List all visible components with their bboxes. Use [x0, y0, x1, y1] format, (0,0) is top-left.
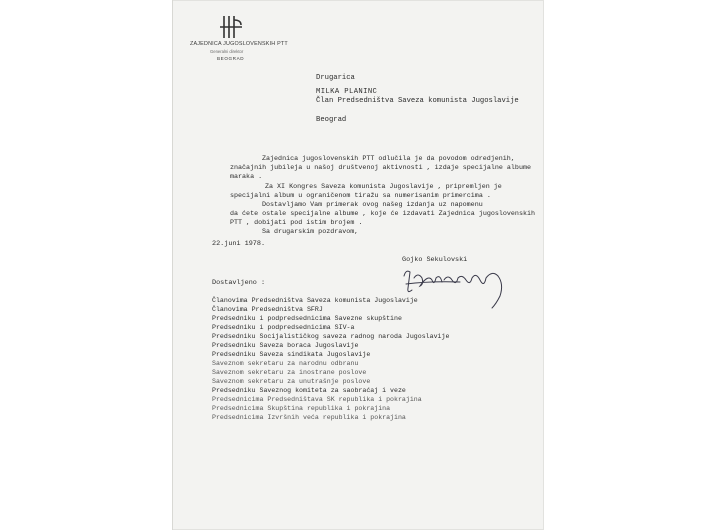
distribution-item: Saveznom sekretaru za narodnu odbranu: [212, 360, 359, 367]
distribution-item: Predsedniku Saveza boraca Jugoslavije: [212, 342, 359, 349]
distribution-label: Dostavljeno :: [212, 279, 266, 287]
distribution-item: Predsedniku Saveza sindikata Jugoslavije: [212, 351, 371, 358]
body-line: Dostavljamo Vam primerak ovog našeg izdanja uz napomenu: [262, 201, 483, 209]
page-edge: [172, 0, 173, 530]
body-line: značajnih jubileja u našoj društvenoj aktivnosti , izdaje specijalne albume: [230, 164, 531, 172]
body-line: maraka .: [230, 173, 263, 181]
distribution-item: Predsednicima Skupština republika i pokrajina: [212, 405, 391, 412]
org-subtitle: Generalni direktor: [210, 49, 244, 54]
distribution-item: Predsedniku Saveznog komiteta za saobraćaj i veze: [212, 387, 406, 394]
letter-date: 22.juni 1978.: [212, 240, 266, 248]
body-line: Sa drugarskim pozdravom,: [262, 228, 359, 236]
body-line: da ćete ostale specijalne albume , koje će izdavati Zajednica jugoslovenskih: [230, 210, 535, 218]
recipient-city: Beograd: [316, 116, 347, 124]
distribution-item: Saveznom sekretaru za inostrane poslove: [212, 369, 367, 376]
org-city: BEOGRAD: [217, 56, 245, 61]
letter-page: [172, 0, 544, 530]
distribution-item: Predsednicima Izvršnih veća republika i pokrajina: [212, 414, 406, 421]
ptt-logo-icon: [218, 14, 244, 40]
signatory-name: Gojko Sekulovski: [402, 256, 468, 264]
recipient-greeting: Drugarica: [316, 74, 355, 82]
distribution-item: Članovima Predsedništva Saveza komunista Jugoslavije: [212, 297, 418, 304]
body-line: specijalni album u ograničenom tiražu sa numerisanim primercima .: [230, 192, 491, 200]
recipient-name: MILKA PLANINC: [316, 88, 378, 96]
distribution-item: Predsedniku i podpredsednicima Savezne skupštine: [212, 315, 402, 322]
distribution-item: Saveznom sekretaru za unutrašnje poslove: [212, 378, 371, 385]
org-name: ZAJEDNICA JUGOSLOVENSKIH PTT: [190, 41, 288, 47]
body-line: Za XI Kongres Saveza komunista Jugoslavije , pripremljen je: [265, 183, 502, 191]
recipient-title: Član Predsedništva Saveza komunista Jugoslavije: [316, 97, 519, 105]
body-line: PTT , dobijati pod istim brojem .: [230, 219, 363, 227]
distribution-item: Predsedniku i podpredsednicima SIV-a: [212, 324, 355, 331]
distribution-item: Predsedniku Socijalističkog saveza radnog naroda Jugoslavije: [212, 333, 450, 340]
body-line: Zajednica jugoslovenskih PTT odlučila je da povodom odredjenih,: [262, 155, 515, 163]
distribution-item: Članovima Predsedništva SFRJ: [212, 306, 323, 313]
distribution-item: Predsednicima Predsedništava SK republika i pokrajina: [212, 396, 422, 403]
